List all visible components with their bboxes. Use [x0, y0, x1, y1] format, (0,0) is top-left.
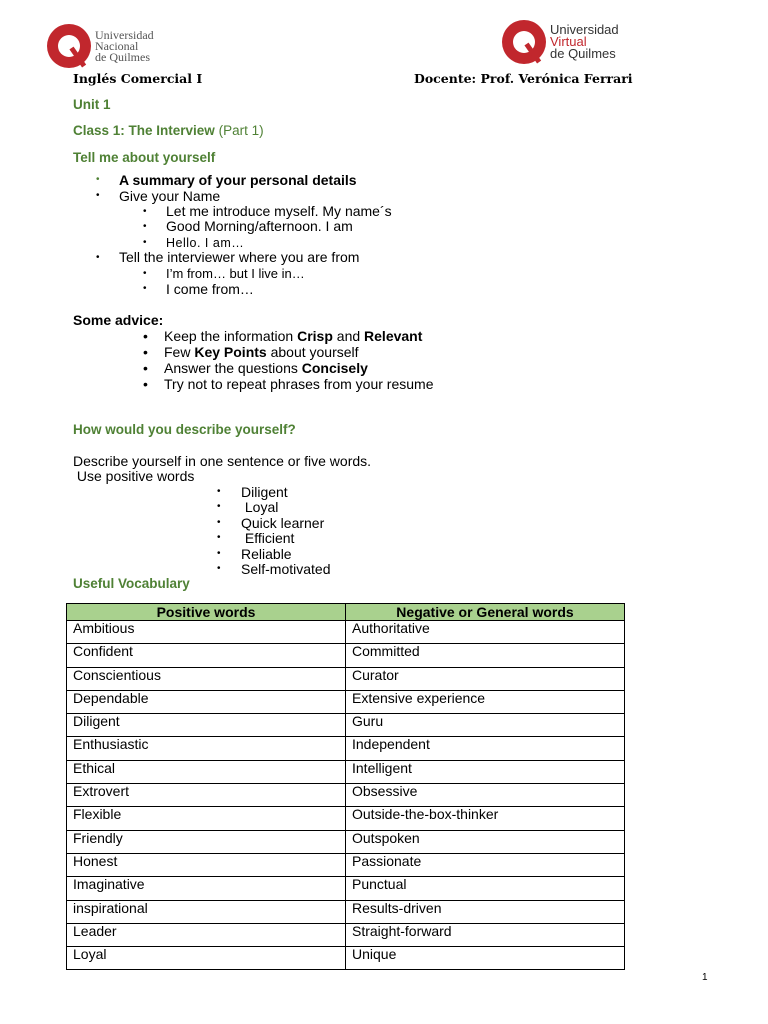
- bullet-icon: •: [143, 221, 147, 232]
- positive-word-cell: Friendly: [67, 830, 346, 853]
- negative-word-cell: Intelligent: [346, 760, 625, 783]
- logo-left-line1: Universidad: [95, 27, 154, 42]
- bullet-icon: •: [96, 174, 100, 185]
- positive-word-cell: Leader: [67, 923, 346, 946]
- positive-word: Quick learner: [241, 514, 325, 531]
- bullet-icon: •: [143, 237, 147, 248]
- advice-keyword: Crisp: [297, 328, 333, 344]
- class-title: [73, 123, 264, 138]
- positive-word-cell: Dependable: [67, 690, 346, 713]
- advice-text: about yourself: [266, 344, 359, 360]
- positive-word-cell: Imaginative: [67, 877, 346, 900]
- page-number: 1: [702, 972, 708, 983]
- positive-word-cell: Ambitious: [67, 621, 346, 644]
- logo-left-line2: Nacional: [95, 38, 139, 53]
- name-example: Good Morning/afternoon. I am: [166, 218, 353, 234]
- advice-text: and: [332, 328, 365, 344]
- bullet-icon: •: [143, 360, 148, 376]
- advice-item: [164, 329, 422, 345]
- table-row: [67, 900, 625, 923]
- table-header-row: [67, 604, 625, 621]
- positive-word-cell: Ethical: [67, 760, 346, 783]
- logo-right-line2: Virtual: [550, 34, 587, 49]
- vocab-table: [66, 603, 625, 970]
- bullet-icon: •: [143, 268, 147, 279]
- advice-item: [164, 361, 368, 377]
- positive-word: Diligent: [241, 484, 288, 500]
- table-row: [67, 621, 625, 644]
- advice-text: Try not to repeat phrases from your resume: [164, 376, 434, 392]
- advice-text: Answer the questions: [164, 360, 302, 376]
- negative-word-cell: Curator: [346, 667, 625, 690]
- negative-word-cell: Straight-forward: [346, 923, 625, 946]
- positive-word-cell: Enthusiastic: [67, 737, 346, 760]
- positive-word-cell: Flexible: [67, 807, 346, 830]
- table-row: [67, 807, 625, 830]
- positive-instruction: Use positive words: [73, 468, 195, 484]
- positive-word: Reliable: [241, 545, 292, 562]
- unq-logo: [47, 24, 154, 68]
- bullet-icon: •: [217, 501, 221, 513]
- positive-word-cell: Honest: [67, 853, 346, 876]
- positive-word-cell: Extrovert: [67, 784, 346, 807]
- negative-word-cell: Obsessive: [346, 784, 625, 807]
- describe-instruction: Describe yourself in one sentence or five words.: [73, 453, 372, 469]
- unit-title: Unit 1: [73, 97, 111, 112]
- table-row: [67, 877, 625, 900]
- give-name-item: Give your Name: [119, 188, 221, 204]
- summary-item: A summary of your personal details: [119, 172, 357, 188]
- table-row: [67, 947, 625, 970]
- section-title-tell: Tell me about yourself: [73, 150, 216, 165]
- logo-right-line1: Universidad: [550, 22, 619, 37]
- column-header-negative: Negative or General words: [346, 604, 625, 621]
- advice-title: Some advice:: [73, 312, 164, 328]
- advice-keyword: Relevant: [364, 328, 423, 344]
- positive-word-cell: Confident: [67, 644, 346, 667]
- table-row: [67, 644, 625, 667]
- negative-word-cell: Extensive experience: [346, 690, 625, 713]
- advice-keyword: Key Points: [194, 344, 267, 360]
- vocab-title: Useful Vocabulary: [73, 576, 190, 591]
- positive-word: Self-motivated: [241, 561, 331, 577]
- table-row: [67, 830, 625, 853]
- table-row: [67, 714, 625, 737]
- class-title-main: Class 1: The Interview: [73, 123, 215, 138]
- advice-text: Keep the information: [164, 328, 298, 344]
- table-row: [67, 853, 625, 876]
- table-row: [67, 690, 625, 713]
- section-title-describe: How would you describe yourself?: [73, 422, 296, 437]
- table-row: [67, 760, 625, 783]
- negative-word-cell: Committed: [346, 644, 625, 667]
- bullet-icon: •: [143, 283, 147, 294]
- logo-right-line3: de Quilmes: [550, 46, 616, 61]
- bullet-icon: •: [96, 190, 100, 201]
- quilmes-logo-icon: [47, 24, 91, 68]
- positive-word-cell: Diligent: [67, 714, 346, 737]
- bullet-icon: •: [143, 328, 148, 344]
- negative-word-cell: Punctual: [346, 877, 625, 900]
- negative-word-cell: Unique: [346, 947, 625, 970]
- positive-word: Efficient: [241, 530, 295, 547]
- advice-keyword: Concisely: [301, 360, 368, 376]
- bullet-icon: •: [217, 532, 221, 544]
- positive-word-cell: Conscientious: [67, 667, 346, 690]
- negative-word-cell: Outside-the-box-thinker: [346, 807, 625, 830]
- bullet-icon: •: [217, 516, 221, 528]
- advice-item: [164, 345, 359, 361]
- from-example: I’m from… but I live in…: [166, 266, 305, 281]
- tell-from-item: Tell the interviewer where you are from: [119, 249, 360, 265]
- course-name: Inglés Comercial I: [73, 71, 203, 86]
- negative-word-cell: Passionate: [346, 853, 625, 876]
- negative-word-cell: Independent: [346, 737, 625, 760]
- bullet-icon: •: [143, 206, 147, 217]
- negative-word-cell: Outspoken: [346, 830, 625, 853]
- table-row: [67, 667, 625, 690]
- uvq-logo: [502, 20, 619, 64]
- negative-word-cell: Results-driven: [346, 900, 625, 923]
- bullet-icon: •: [217, 563, 221, 574]
- quilmes-logo-icon: [502, 20, 546, 64]
- table-row: [67, 784, 625, 807]
- bullet-icon: •: [217, 547, 221, 559]
- table-row: [67, 737, 625, 760]
- positive-word-cell: Loyal: [67, 947, 346, 970]
- negative-word-cell: Guru: [346, 714, 625, 737]
- bullet-icon: •: [217, 486, 221, 497]
- positive-word-cell: inspirational: [67, 900, 346, 923]
- advice-item: [164, 377, 433, 393]
- table-row: [67, 923, 625, 946]
- negative-word-cell: Authoritative: [346, 621, 625, 644]
- column-header-positive: Positive words: [67, 604, 346, 621]
- from-example: I come from…: [166, 281, 254, 297]
- bullet-icon: •: [143, 344, 148, 360]
- teacher-name: Docente: Prof. Verónica Ferrari: [414, 71, 633, 86]
- logo-left-line3: de Quilmes: [95, 49, 150, 64]
- name-example: Hello. I am…: [166, 236, 245, 250]
- bullet-icon: •: [96, 252, 100, 263]
- name-example: Let me introduce myself. My name´s: [166, 203, 392, 219]
- class-title-part: (Part 1): [218, 123, 264, 138]
- bullet-icon: •: [143, 376, 148, 392]
- advice-text: Few: [164, 344, 195, 360]
- positive-word: Loyal: [241, 499, 279, 516]
